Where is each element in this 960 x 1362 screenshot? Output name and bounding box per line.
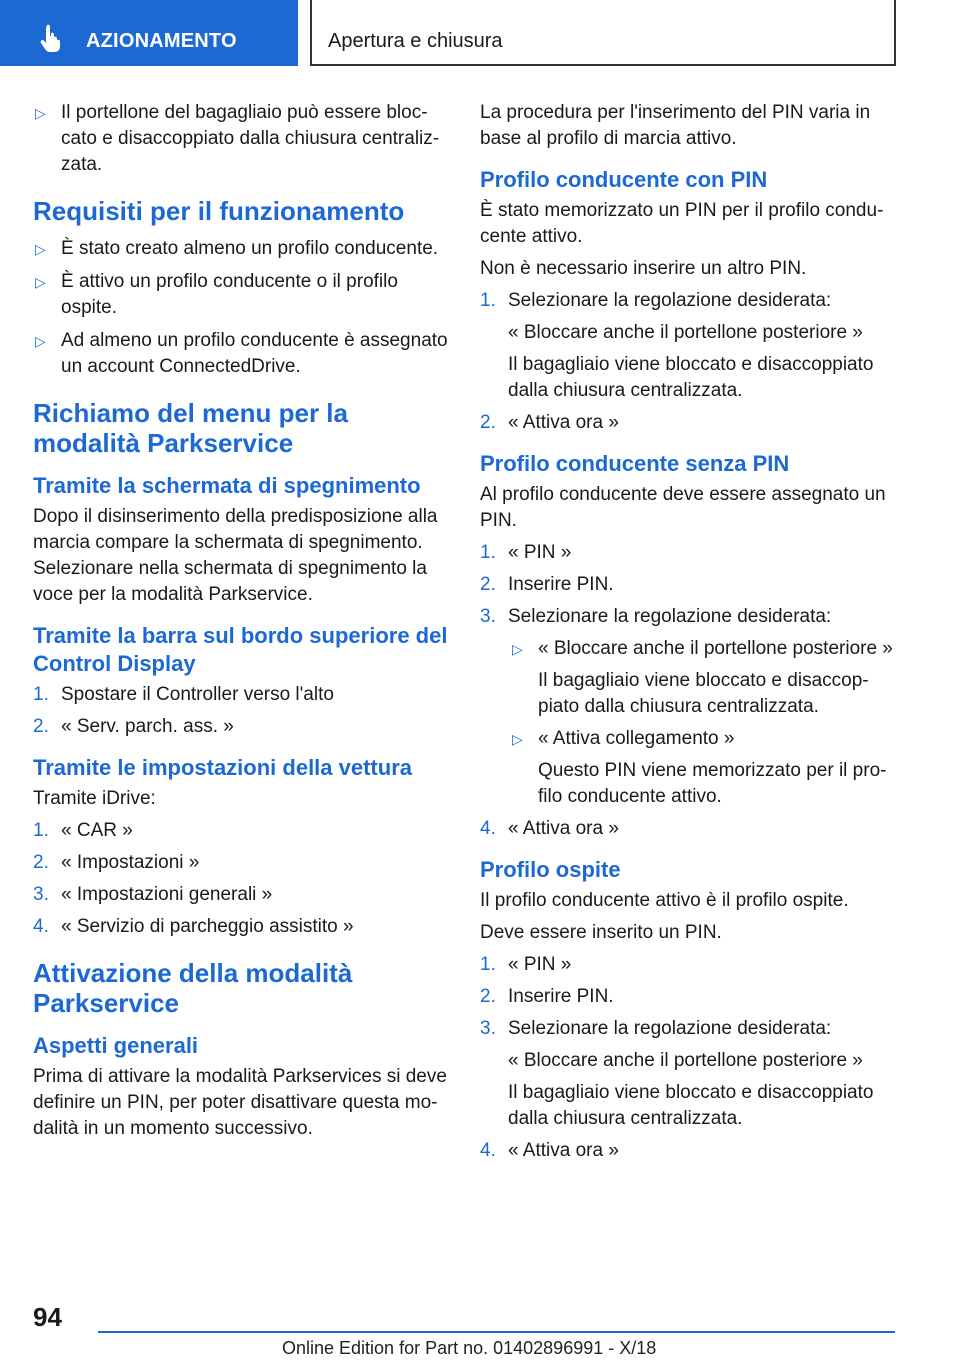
list-item-detail: Il bagagliaio viene bloccato e disaccoppiato dalla chiusura centralizzata. <box>508 354 874 401</box>
list-item: 1. Spostare il Controller verso l'alto <box>33 684 334 705</box>
list-item-detail: Questo PIN viene memorizzato per il profilo conducente attivo. <box>538 760 887 807</box>
bullet-marker: ▷ <box>512 731 523 747</box>
list-item: 1. « PIN » <box>480 954 572 975</box>
left-column <box>33 100 448 1148</box>
list-item: ▷ Il portellone del bagagliaio può essere bloccato e disaccoppiato dalla chiusura centralizzata. <box>35 102 440 175</box>
list-item: 3. « Impostazioni generali » <box>33 884 273 905</box>
list-item: 2. Inserire PIN. <box>480 574 614 595</box>
list-item: ▷ « Attiva collegamento » <box>480 726 900 752</box>
with-pin-text: Non è necessario inserire un altro PIN. <box>480 258 807 279</box>
list-item: 4. « Attiva ora » <box>480 1140 619 1161</box>
list-item-detail: Il bagagliaio viene bloccato e disaccoppiato dalla chiusura centralizzata. <box>508 1082 874 1129</box>
list-item: 2. « Attiva ora » <box>480 412 619 433</box>
list-item: 2. « Impostazioni » <box>33 852 200 873</box>
bullet-marker: ▷ <box>35 333 46 349</box>
list-item: 1. Selezionare la regolazione desiderata: <box>480 290 832 311</box>
menu-heading: Richiamo del menu per la modalità Parkservice <box>33 398 348 458</box>
list-item: 3. Selezionare la regolazione desiderata: <box>480 1018 832 1039</box>
settings-intro: Tramite iDrive: <box>33 788 156 809</box>
with-pin-text: È stato memorizzato un PIN per il profilo conducente attivo. <box>480 200 884 247</box>
footer-divider <box>98 1331 895 1333</box>
list-item: 2. Inserire PIN. <box>480 986 614 1007</box>
guest-text: Deve essere inserito un PIN. <box>480 922 722 943</box>
bullet-marker: ▷ <box>512 641 523 657</box>
shutdown-text: Dopo il disinserimento della predisposizione alla marcia compare la schermata di spegnimento. Selezionare nella schermata di spegnimento la voce per la modalità Parkservice. <box>33 506 438 605</box>
section-label: AZIONAMENTO <box>86 30 237 52</box>
list-item: 3. Selezionare la regolazione desiderata: <box>480 606 832 627</box>
requirements-heading: Requisiti per il funzionamento <box>33 196 405 226</box>
shutdown-heading: Tramite la schermata di spegnimento <box>33 473 421 498</box>
hand-pointer-icon <box>36 22 66 52</box>
section-tab <box>0 0 298 66</box>
general-heading: Aspetti generali <box>33 1033 199 1058</box>
chapter-label: Apertura e chiusura <box>328 30 503 52</box>
list-item-detail: « Bloccare anche il portellone posteriore » <box>508 1050 863 1071</box>
bullet-marker: ▷ <box>35 274 46 290</box>
list-item-detail: Il bagagliaio viene bloccato e disaccoppiato dalla chiusura centralizzata. <box>538 670 869 717</box>
intro-text: La procedura per l'inserimento del PIN varia in base al profilo di marcia attivo. <box>480 102 871 149</box>
edition-text: Online Edition for Part no. 01402896991 - X/18 <box>282 1338 657 1358</box>
without-pin-text: Al profilo conducente deve essere assegnato un PIN. <box>480 484 886 531</box>
bullet-marker: ▷ <box>35 105 46 121</box>
list-item-detail: « Bloccare anche il portellone posteriore » <box>508 322 863 343</box>
bar-heading: Tramite la barra sul bordo superiore del Control Display <box>33 623 448 676</box>
right-column <box>480 100 900 1170</box>
activation-heading: Attivazione della modalità Parkservice <box>33 958 353 1018</box>
list-item: 2. « Serv. parch. ass. » <box>33 716 234 737</box>
page-header <box>0 0 960 66</box>
list-item: 4. « Servizio di parcheggio assistito » <box>33 916 354 937</box>
list-item: ▷ « Bloccare anche il portellone posteriore » <box>480 636 900 662</box>
list-item: ▷ È stato creato almeno un profilo conducente. <box>33 236 448 262</box>
page-number: 94 <box>33 1302 62 1332</box>
bullet-marker: ▷ <box>35 241 46 257</box>
list-item: 1. « CAR » <box>33 820 133 841</box>
with-pin-heading: Profilo conducente con PIN <box>480 167 768 192</box>
list-item: ▷ Ad almeno un profilo conducente è assegnato un account ConnectedDrive. <box>35 330 448 377</box>
without-pin-heading: Profilo conducente senza PIN <box>480 451 790 476</box>
chapter-tab <box>310 0 896 66</box>
list-item: 1. « PIN » <box>480 542 572 563</box>
general-text: Prima di attivare la modalità Parkservices si deve definire un PIN, per poter disattivare questa modalità in un momento successivo. <box>33 1066 447 1139</box>
list-item: 4. « Attiva ora » <box>480 818 619 839</box>
guest-heading: Profilo ospite <box>480 857 621 882</box>
list-item: ▷ È attivo un profilo conducente o il profilo ospite. <box>35 271 398 318</box>
guest-text: Il profilo conducente attivo è il profilo ospite. <box>480 890 849 911</box>
settings-heading: Tramite le impostazioni della vettura <box>33 755 412 780</box>
